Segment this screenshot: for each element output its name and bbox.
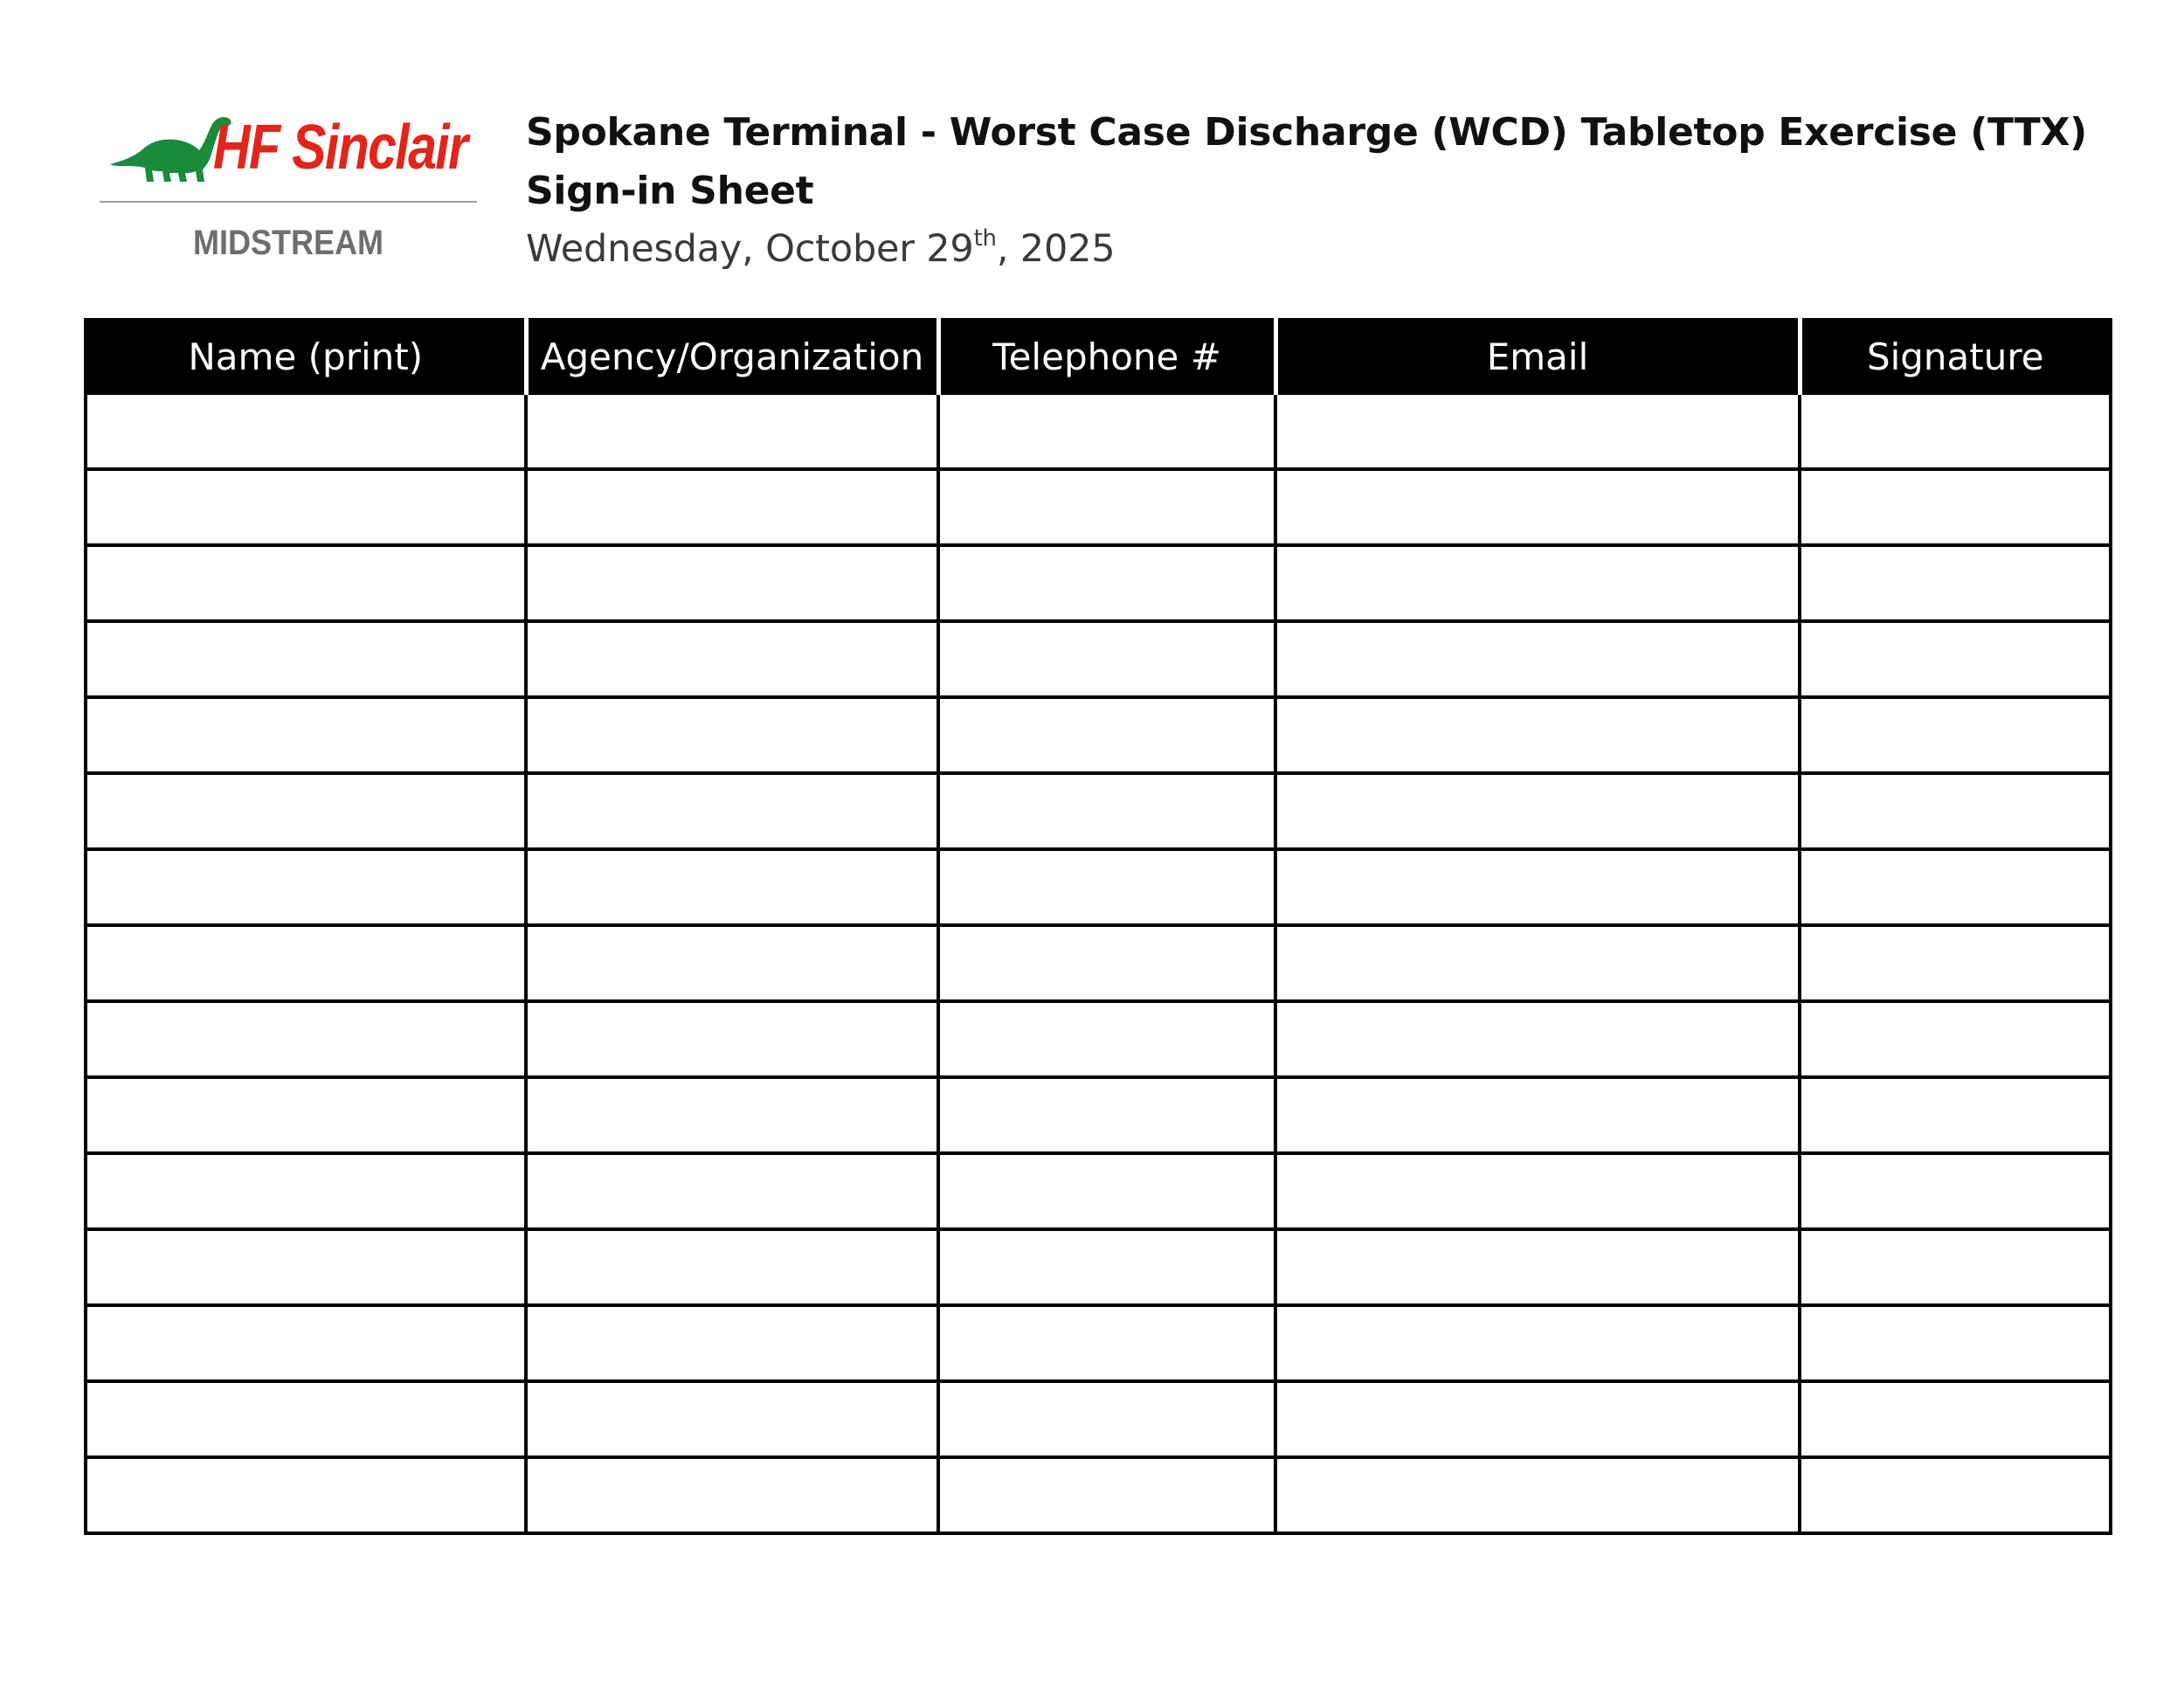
cell-telephone[interactable] [938, 697, 1275, 773]
cell-name[interactable] [86, 849, 526, 925]
table-row [86, 1077, 2111, 1153]
table-row [86, 1305, 2111, 1381]
cell-email[interactable] [1275, 1381, 1800, 1457]
cell-agency[interactable] [526, 1077, 938, 1153]
cell-telephone[interactable] [938, 469, 1275, 545]
company-logo [98, 105, 482, 271]
cell-name[interactable] [86, 621, 526, 697]
cell-signature[interactable] [1800, 393, 2111, 469]
cell-signature[interactable] [1800, 849, 2111, 925]
cell-name[interactable] [86, 773, 526, 849]
cell-agency[interactable] [526, 1305, 938, 1381]
cell-name[interactable] [86, 1001, 526, 1077]
cell-name[interactable] [86, 469, 526, 545]
cell-name[interactable] [86, 393, 526, 469]
cell-agency[interactable] [526, 925, 938, 1001]
cell-telephone[interactable] [938, 1077, 1275, 1153]
cell-signature[interactable] [1800, 925, 2111, 1001]
column-header-agency: Agency/Organization [526, 320, 938, 393]
cell-agency[interactable] [526, 1457, 938, 1533]
table-row [86, 1001, 2111, 1077]
table-row [86, 469, 2111, 545]
table-row [86, 1457, 2111, 1533]
cell-agency[interactable] [526, 849, 938, 925]
table-row [86, 393, 2111, 469]
cell-signature[interactable] [1800, 773, 2111, 849]
cell-telephone[interactable] [938, 393, 1275, 469]
event-date [526, 220, 2011, 278]
cell-signature[interactable] [1800, 621, 2111, 697]
cell-email[interactable] [1275, 545, 1800, 621]
cell-agency[interactable] [526, 697, 938, 773]
cell-telephone[interactable] [938, 545, 1275, 621]
table-row [86, 545, 2111, 621]
cell-agency[interactable] [526, 1381, 938, 1457]
table-row [86, 697, 2111, 773]
cell-name[interactable] [86, 1153, 526, 1229]
cell-telephone[interactable] [938, 1153, 1275, 1229]
cell-name[interactable] [86, 1381, 526, 1457]
cell-name[interactable] [86, 1229, 526, 1305]
cell-signature[interactable] [1800, 1077, 2111, 1153]
cell-name[interactable] [86, 1077, 526, 1153]
document-subtitle: Sign-in Sheet [526, 169, 814, 213]
document-title: Spokane Terminal - Worst Case Discharge (WCD) Tabletop Exercise (TTX) [526, 110, 2087, 155]
brand-name: HF Sinclair [213, 113, 467, 183]
date-year: , 2025 [996, 227, 1116, 271]
table-row [86, 773, 2111, 849]
cell-name[interactable] [86, 1457, 526, 1533]
table-body [86, 393, 2111, 1533]
cell-email[interactable] [1275, 1305, 1800, 1381]
cell-name[interactable] [86, 545, 526, 621]
cell-signature[interactable] [1800, 697, 2111, 773]
cell-agency[interactable] [526, 469, 938, 545]
cell-signature[interactable] [1800, 1305, 2111, 1381]
cell-telephone[interactable] [938, 1229, 1275, 1305]
cell-email[interactable] [1275, 1229, 1800, 1305]
table-row [86, 1153, 2111, 1229]
cell-email[interactable] [1275, 1001, 1800, 1077]
column-header-telephone: Telephone # [938, 320, 1275, 393]
date-ordinal: th [973, 225, 997, 252]
cell-signature[interactable] [1800, 1457, 2111, 1533]
table-header-row [86, 320, 2111, 393]
cell-email[interactable] [1275, 469, 1800, 545]
cell-email[interactable] [1275, 1077, 1800, 1153]
cell-agency[interactable] [526, 393, 938, 469]
cell-signature[interactable] [1800, 469, 2111, 545]
table-row [86, 849, 2111, 925]
document-header [526, 103, 2087, 278]
cell-telephone[interactable] [938, 773, 1275, 849]
cell-agency[interactable] [526, 1153, 938, 1229]
cell-email[interactable] [1275, 621, 1800, 697]
cell-signature[interactable] [1800, 1001, 2111, 1077]
cell-email[interactable] [1275, 925, 1800, 1001]
cell-email[interactable] [1275, 849, 1800, 925]
cell-name[interactable] [86, 697, 526, 773]
cell-agency[interactable] [526, 1229, 938, 1305]
column-header-email: Email [1275, 320, 1800, 393]
table-row [86, 925, 2111, 1001]
table-row [86, 621, 2111, 697]
cell-name[interactable] [86, 1305, 526, 1381]
cell-email[interactable] [1275, 393, 1800, 469]
cell-email[interactable] [1275, 1457, 1800, 1533]
cell-name[interactable] [86, 925, 526, 1001]
column-header-signature: Signature [1800, 320, 2111, 393]
cell-agency[interactable] [526, 1001, 938, 1077]
cell-telephone[interactable] [938, 1001, 1275, 1077]
sign-in-table [84, 318, 2112, 1535]
date-prefix: Wednesday, October 29 [526, 227, 974, 271]
cell-telephone[interactable] [938, 1457, 1275, 1533]
cell-signature[interactable] [1800, 1229, 2111, 1305]
cell-agency[interactable] [526, 545, 938, 621]
cell-email[interactable] [1275, 773, 1800, 849]
cell-agency[interactable] [526, 621, 938, 697]
table-row [86, 1229, 2111, 1305]
cell-email[interactable] [1275, 697, 1800, 773]
cell-email[interactable] [1275, 1153, 1800, 1229]
cell-telephone[interactable] [938, 849, 1275, 925]
cell-signature[interactable] [1800, 1381, 2111, 1457]
cell-telephone[interactable] [938, 1381, 1275, 1457]
brand-subtitle: MIDSTREAM [193, 224, 384, 262]
cell-telephone[interactable] [938, 925, 1275, 1001]
cell-agency[interactable] [526, 773, 938, 849]
cell-signature[interactable] [1800, 1153, 2111, 1229]
column-header-name: Name (print) [86, 320, 526, 393]
table-row [86, 1381, 2111, 1457]
cell-telephone[interactable] [938, 621, 1275, 697]
logo-divider [100, 201, 477, 203]
cell-telephone[interactable] [938, 1305, 1275, 1381]
cell-signature[interactable] [1800, 545, 2111, 621]
